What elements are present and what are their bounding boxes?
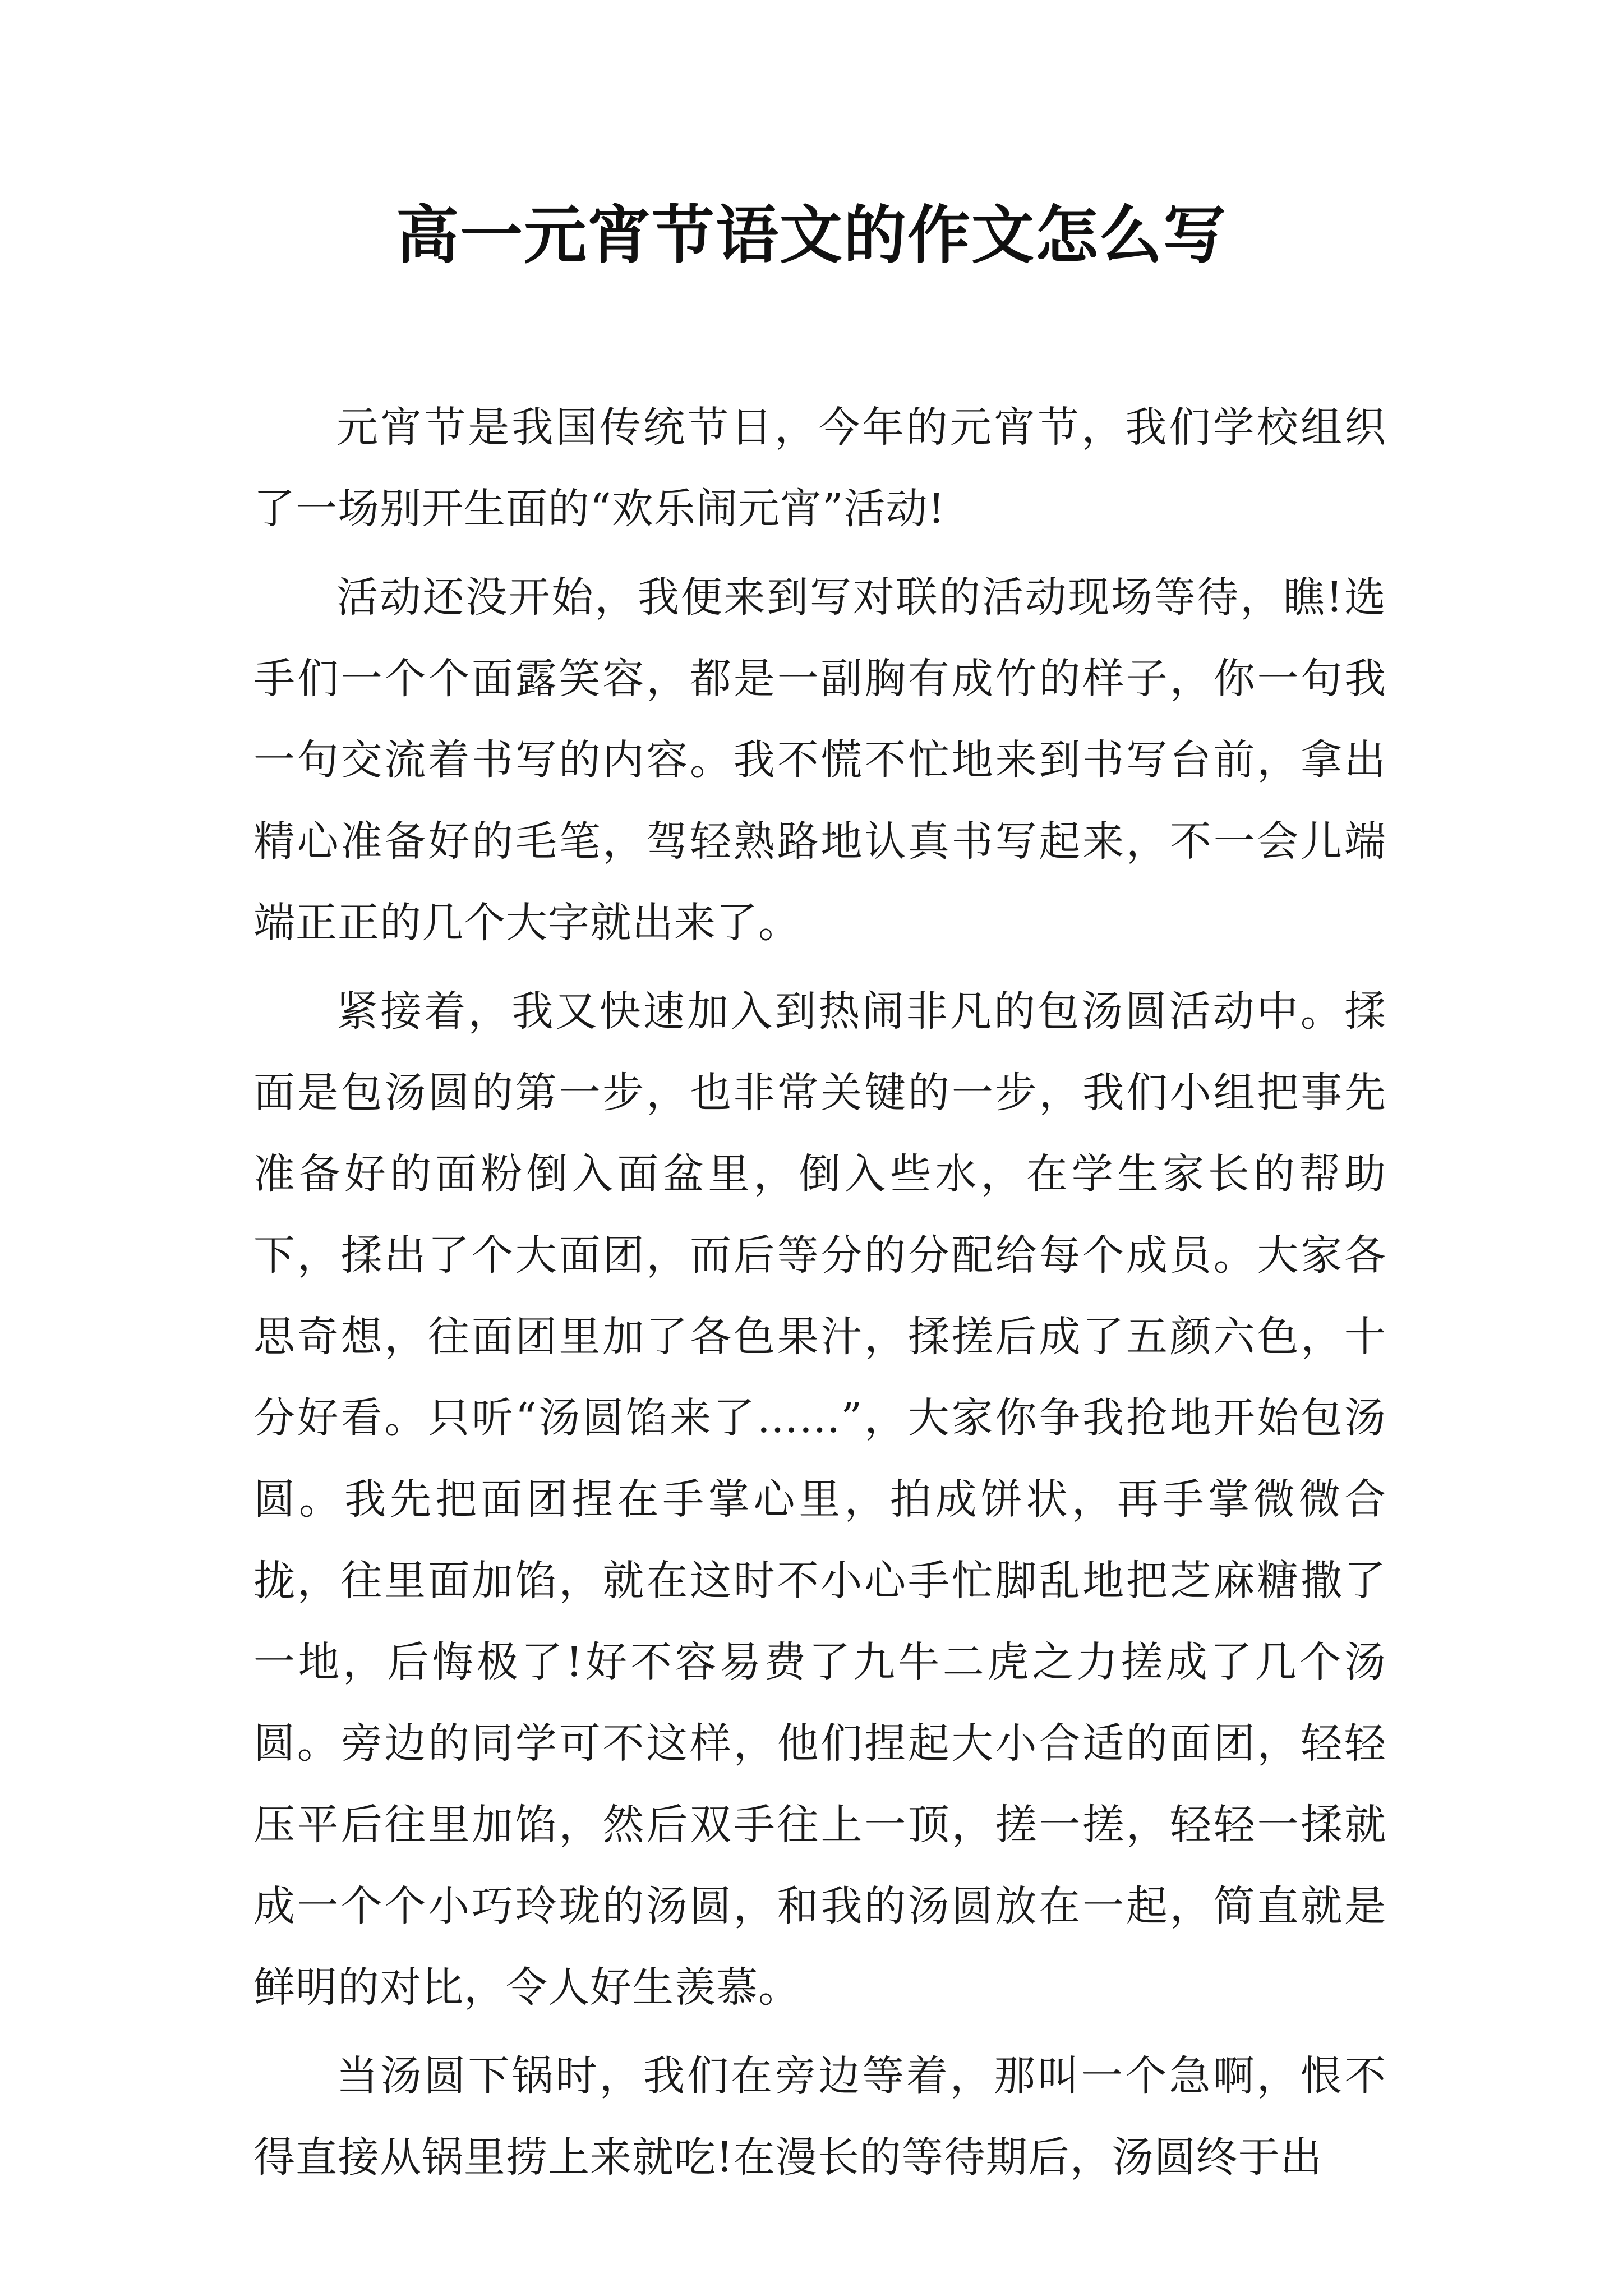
paragraph-3: 紧接着，我又快速加入到热闹非凡的包汤圆活动中。揉面是包汤圆的第一步，也非常关键的一步，我们小组把事先准备好的面粉倒入面盆里，倒入些水，在学生家长的帮助下，揉出了个大面团，而后等分的分配给每个成员。大家各思奇想，往面团里加了各色果汁，揉搓后成了五颜六色，十分好看。只听“汤圆馅来了……”，大家你争我抢地开始包汤圆。我先把面团捏在手掌心里，拍成饼状，再手掌微微合拢，往里面加馅，就在这时不小心手忙脚乱地把芝麻糖撒了一地，后悔极了!好不容易费了九牛二虎之力搓成了几个汤圆。旁边的同学可不这样，他们捏起大小合适的面团，轻轻压平后往里加馅，然后双手往上一顶，搓一搓，轻轻一揉就成一个个小巧玲珑的汤圆，和我的汤圆放在一起，简直就是鲜明的对比，令人好生羡慕。 [253, 987, 1386, 2012]
paragraph-2: 活动还没开始，我便来到写对联的活动现场等待，瞧!选手们一个个面露笑容，都是一副胸有成竹的样子，你一句我一句交流着书写的内容。我不慌不忙地来到书写台前，拿出精心准备好的毛笔，驾轻熟路地认真书写起来，不一会儿端端正正的几个大字就出来了。 [253, 573, 1386, 947]
paragraph-4: 当汤圆下锅时，我们在旁边等着，那叫一个急啊，恨不得直接从锅里捞上来就吃!在漫长的等待期后，汤圆终于出 [253, 2052, 1386, 2182]
document-body [253, 387, 1386, 2206]
document-title: 高一元宵节语文的作文怎么写 [396, 199, 1227, 272]
paragraph-1: 元宵节是我国传统节日，今年的元宵节，我们学校组织了一场别开生面的“欢乐闹元宵”活动! [253, 403, 1386, 533]
